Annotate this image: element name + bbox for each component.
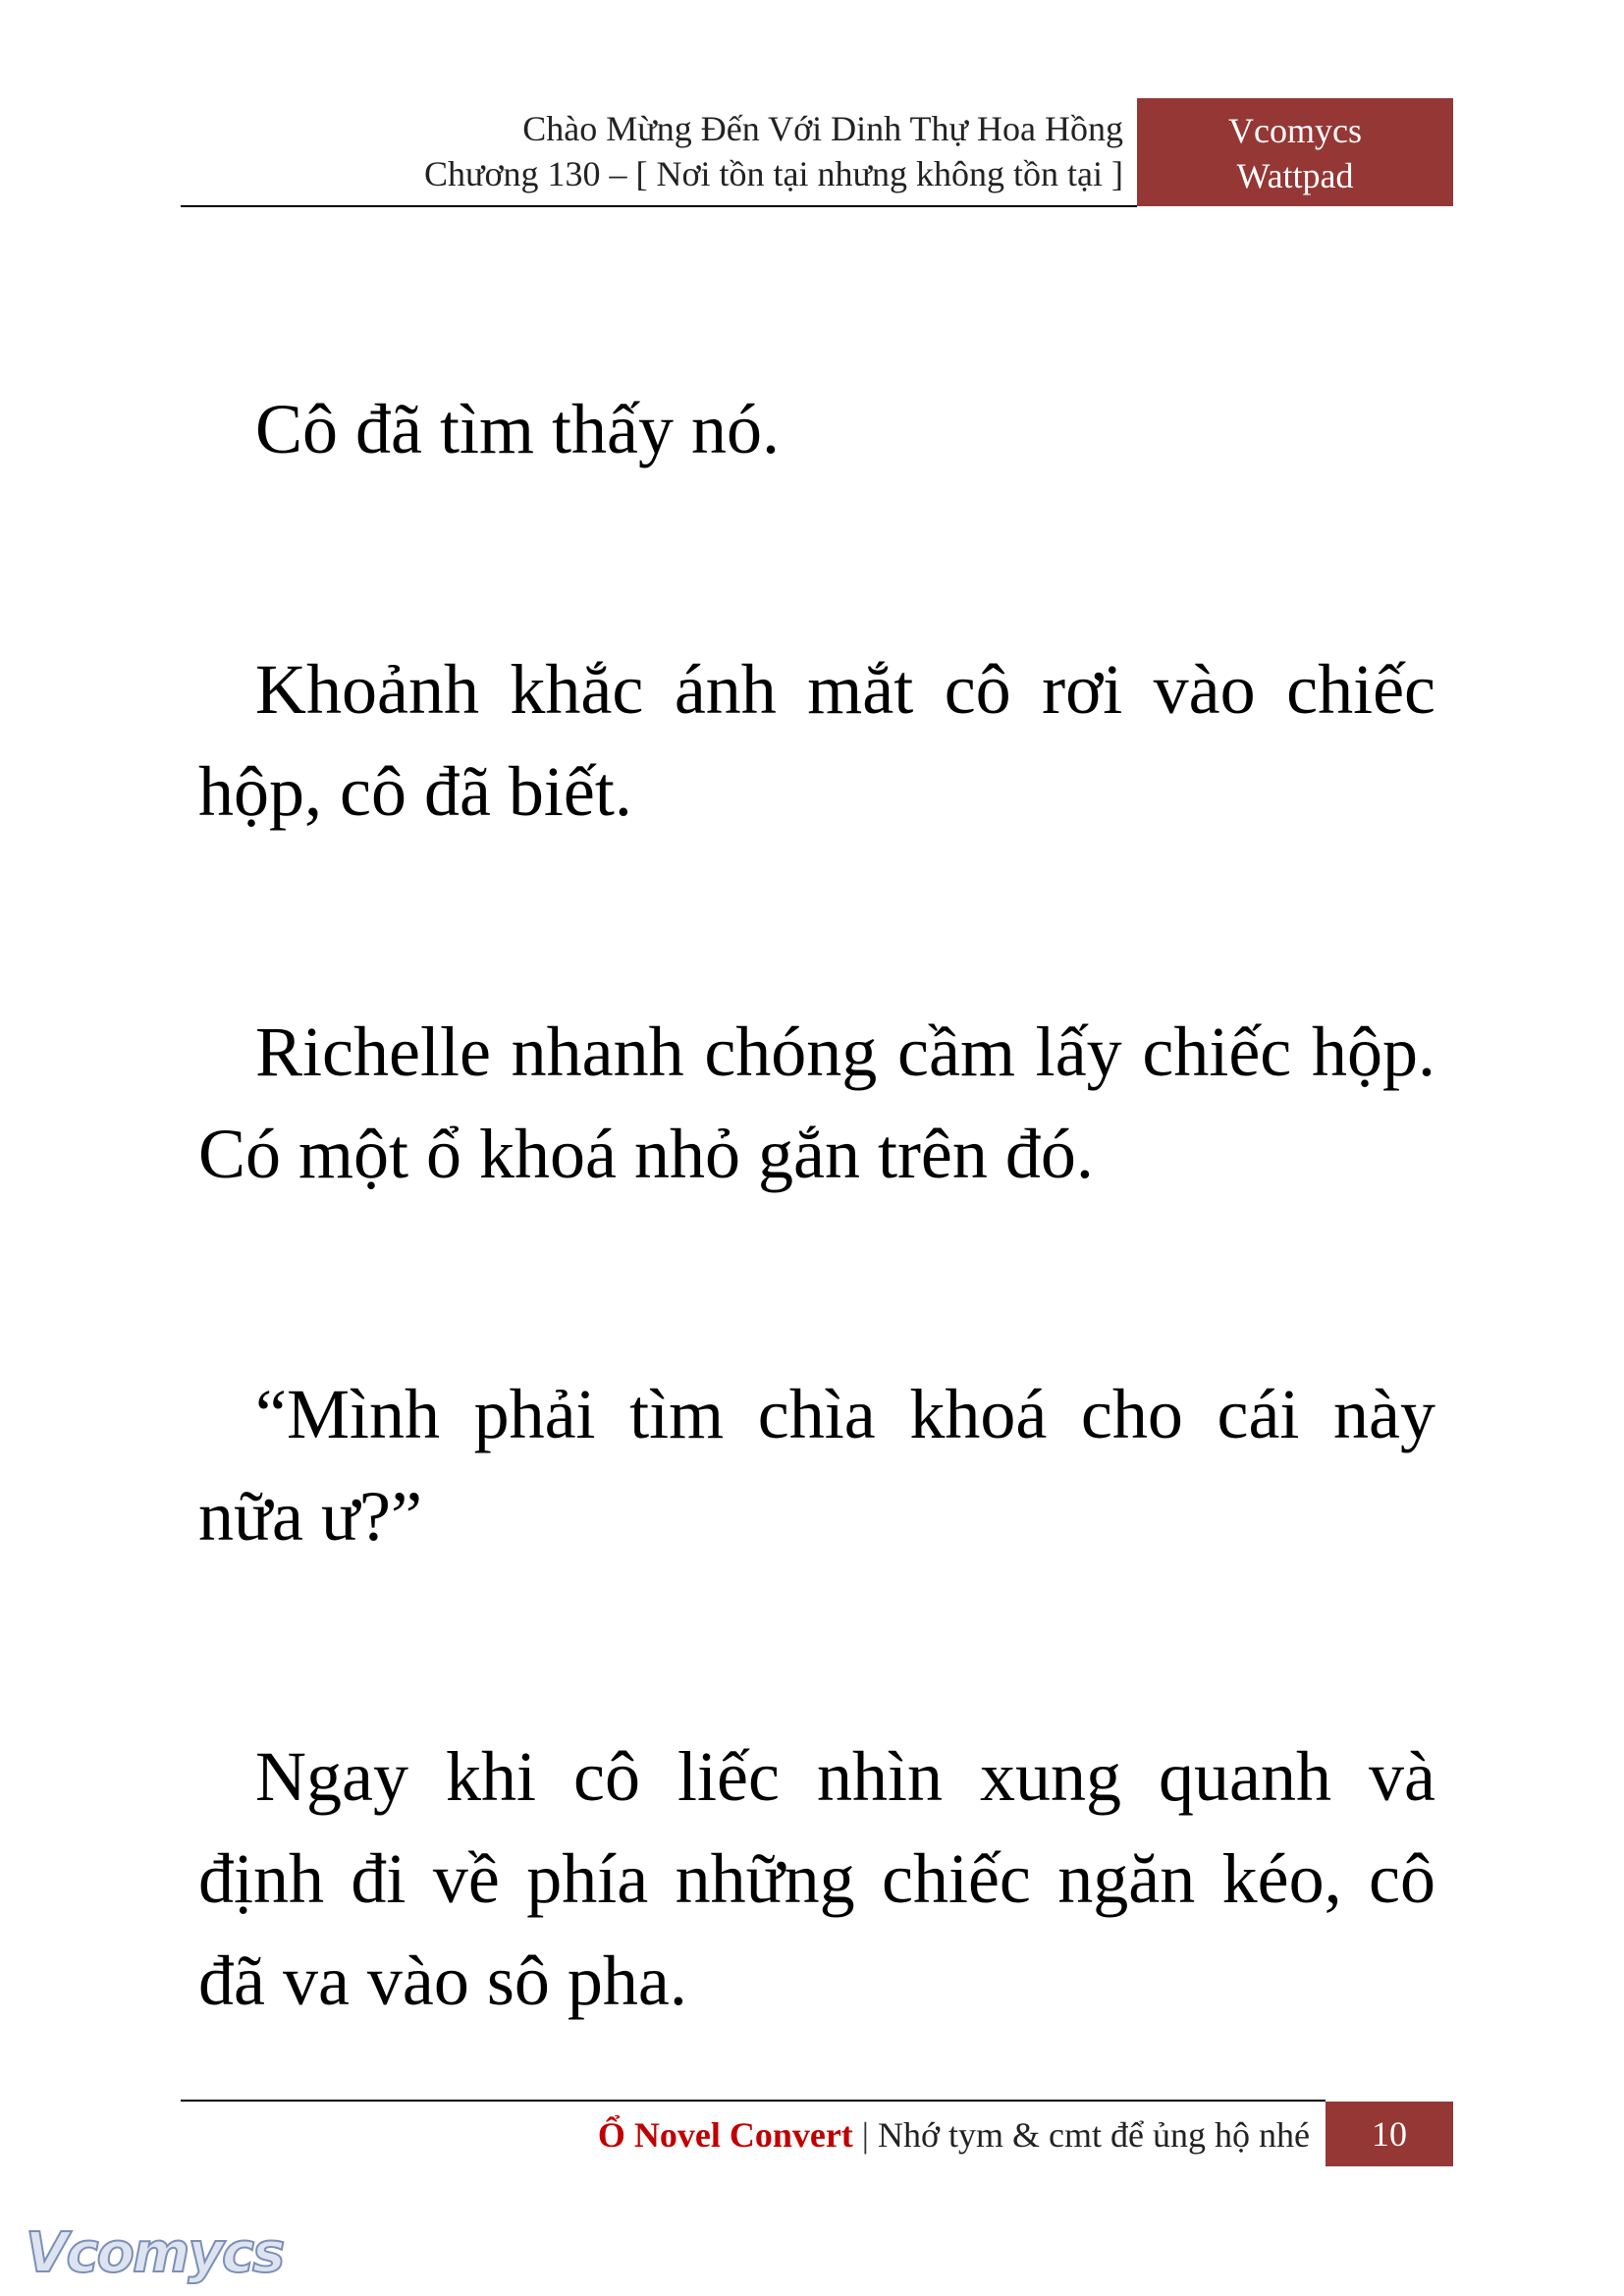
watermark-logo: Vcomycs bbox=[26, 2221, 284, 2285]
running-header bbox=[181, 106, 1123, 196]
footer bbox=[181, 2108, 1310, 2161]
page-content bbox=[198, 378, 1435, 2190]
header-divider bbox=[181, 205, 1137, 207]
page-number: 10 bbox=[1326, 2102, 1453, 2166]
paragraph: Richelle nhanh chóng cầm lấy chiếc hộp. Có một ổ khoá nhỏ gắn trên đó. bbox=[198, 1012, 1435, 1193]
chapter-title: Chương 130 – [ Nơi tồn tại nhưng không tồn tại ] bbox=[423, 154, 1123, 193]
paragraph: Khoảnh khắc ánh mắt cô rơi vào chiếc hộp, cô đã biết. bbox=[198, 650, 1435, 831]
footer-brand: Ổ Novel Convert bbox=[597, 2115, 853, 2155]
paragraph: Cô đã tìm thấy nó. bbox=[255, 390, 780, 468]
publisher-badge bbox=[1137, 98, 1453, 206]
footer-message: Nhớ tym & cmt để ủng hộ nhé bbox=[878, 2115, 1310, 2155]
footer-separator: | bbox=[861, 2115, 870, 2155]
footer-divider bbox=[181, 2100, 1326, 2102]
paragraph: Ngay khi cô liếc nhìn xung quanh và định đi về phía những chiếc ngăn kéo, cô đã va vào sô pha. bbox=[198, 1737, 1435, 2020]
publisher-name: Vcomycs bbox=[1228, 111, 1362, 150]
paragraph: “Mình phải tìm chìa khoá cho cái này nữa ư?” bbox=[198, 1375, 1435, 1556]
book-title: Chào Mừng Đến Với Dinh Thự Hoa Hồng bbox=[522, 109, 1123, 148]
publisher-platform: Wattpad bbox=[1236, 156, 1354, 195]
